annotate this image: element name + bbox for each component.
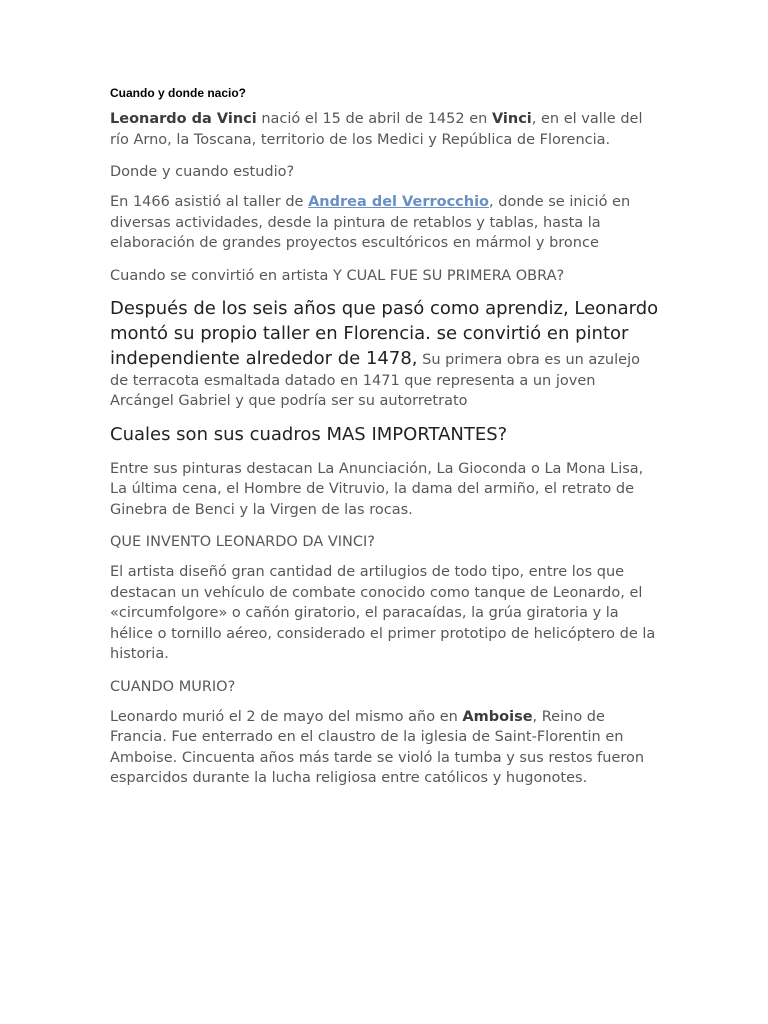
question-birth: Cuando y donde nacio? <box>110 86 247 100</box>
paragraph-death <box>110 707 662 789</box>
artist-small-text: Su primera obra es un azulejo de terracota esmaltada datado en 1471 que representa a un joven Arcángel Gabriel y que podría ser su autorretrato <box>110 351 640 409</box>
question-paintings: Cuales son sus cuadros MAS IMPORTANTES? <box>110 423 508 445</box>
death-text-1: Leonardo murió el 2 de mayo del mismo año en <box>110 708 463 725</box>
place-vinci: Vinci <box>491 111 532 127</box>
paragraph-birth <box>110 109 662 150</box>
question-artist: Cuando se convirtió en artista Y CUAL FUE SU PRIMERA OBRA? <box>110 267 565 284</box>
paragraph-study <box>110 192 662 254</box>
artist-big-text: Después de los seis años que pasó como aprendiz, Leonardo montó su propio taller en Florencia. se convirtió en pintor independiente alrededor de 1478, <box>110 297 659 369</box>
name-bold: Leonardo da Vinci <box>110 111 257 127</box>
question-study: Donde y cuando estudio? <box>110 164 295 180</box>
place-amboise: Amboise <box>462 708 533 725</box>
study-text-2: , donde se inició en diversas actividades, desde la pintura de retablos y tablas, hasta la elaboración de grandes proyectos escultóricos en mármol y bronce <box>110 194 631 251</box>
question-death: CUANDO MURIO? <box>110 678 236 695</box>
death-text-2: , Reino de Francia. Fue enterrado en el claustro de la iglesia de Saint-Florentin en Amboise. Cincuenta años más tarde se violó la tumba y sus restos fueron esparcidos durante la lucha religiosa entre católicos y hugonotes. <box>110 708 645 786</box>
paragraph-artist <box>110 296 662 412</box>
birth-text-1: nació el 15 de abril de 1452 en <box>256 111 492 127</box>
verrocchio-link[interactable]: Andrea del Verrocchio <box>308 194 490 210</box>
paragraph-inventions: El artista diseñó gran cantidad de artilugios de todo tipo, entre los que destacan un vehículo de combate conocido como tanque de Leonardo, el «circumfolgore» o cañón giratorio, el paracaídas, la grúa giratoria y la hélice o tornillo aéreo, considerado el primer prototipo de helicóptero de la historia. <box>110 564 656 662</box>
paragraph-paintings: Entre sus pinturas destacan La Anunciación, La Gioconda o La Mona Lisa, La última cena, el Hombre de Vitruvio, la dama del armiño, el retrato de Ginebra de Benci y la Virgen de las rocas. <box>110 460 644 518</box>
birth-text-2: , en el valle del río Arno, la Toscana, territorio de los Medici y República de Florencia. <box>110 111 643 148</box>
document-body <box>110 86 662 801</box>
question-inventions: QUE INVENTO LEONARDO DA VINCI? <box>110 534 375 550</box>
study-text-1: En 1466 asistió al taller de <box>110 194 309 210</box>
